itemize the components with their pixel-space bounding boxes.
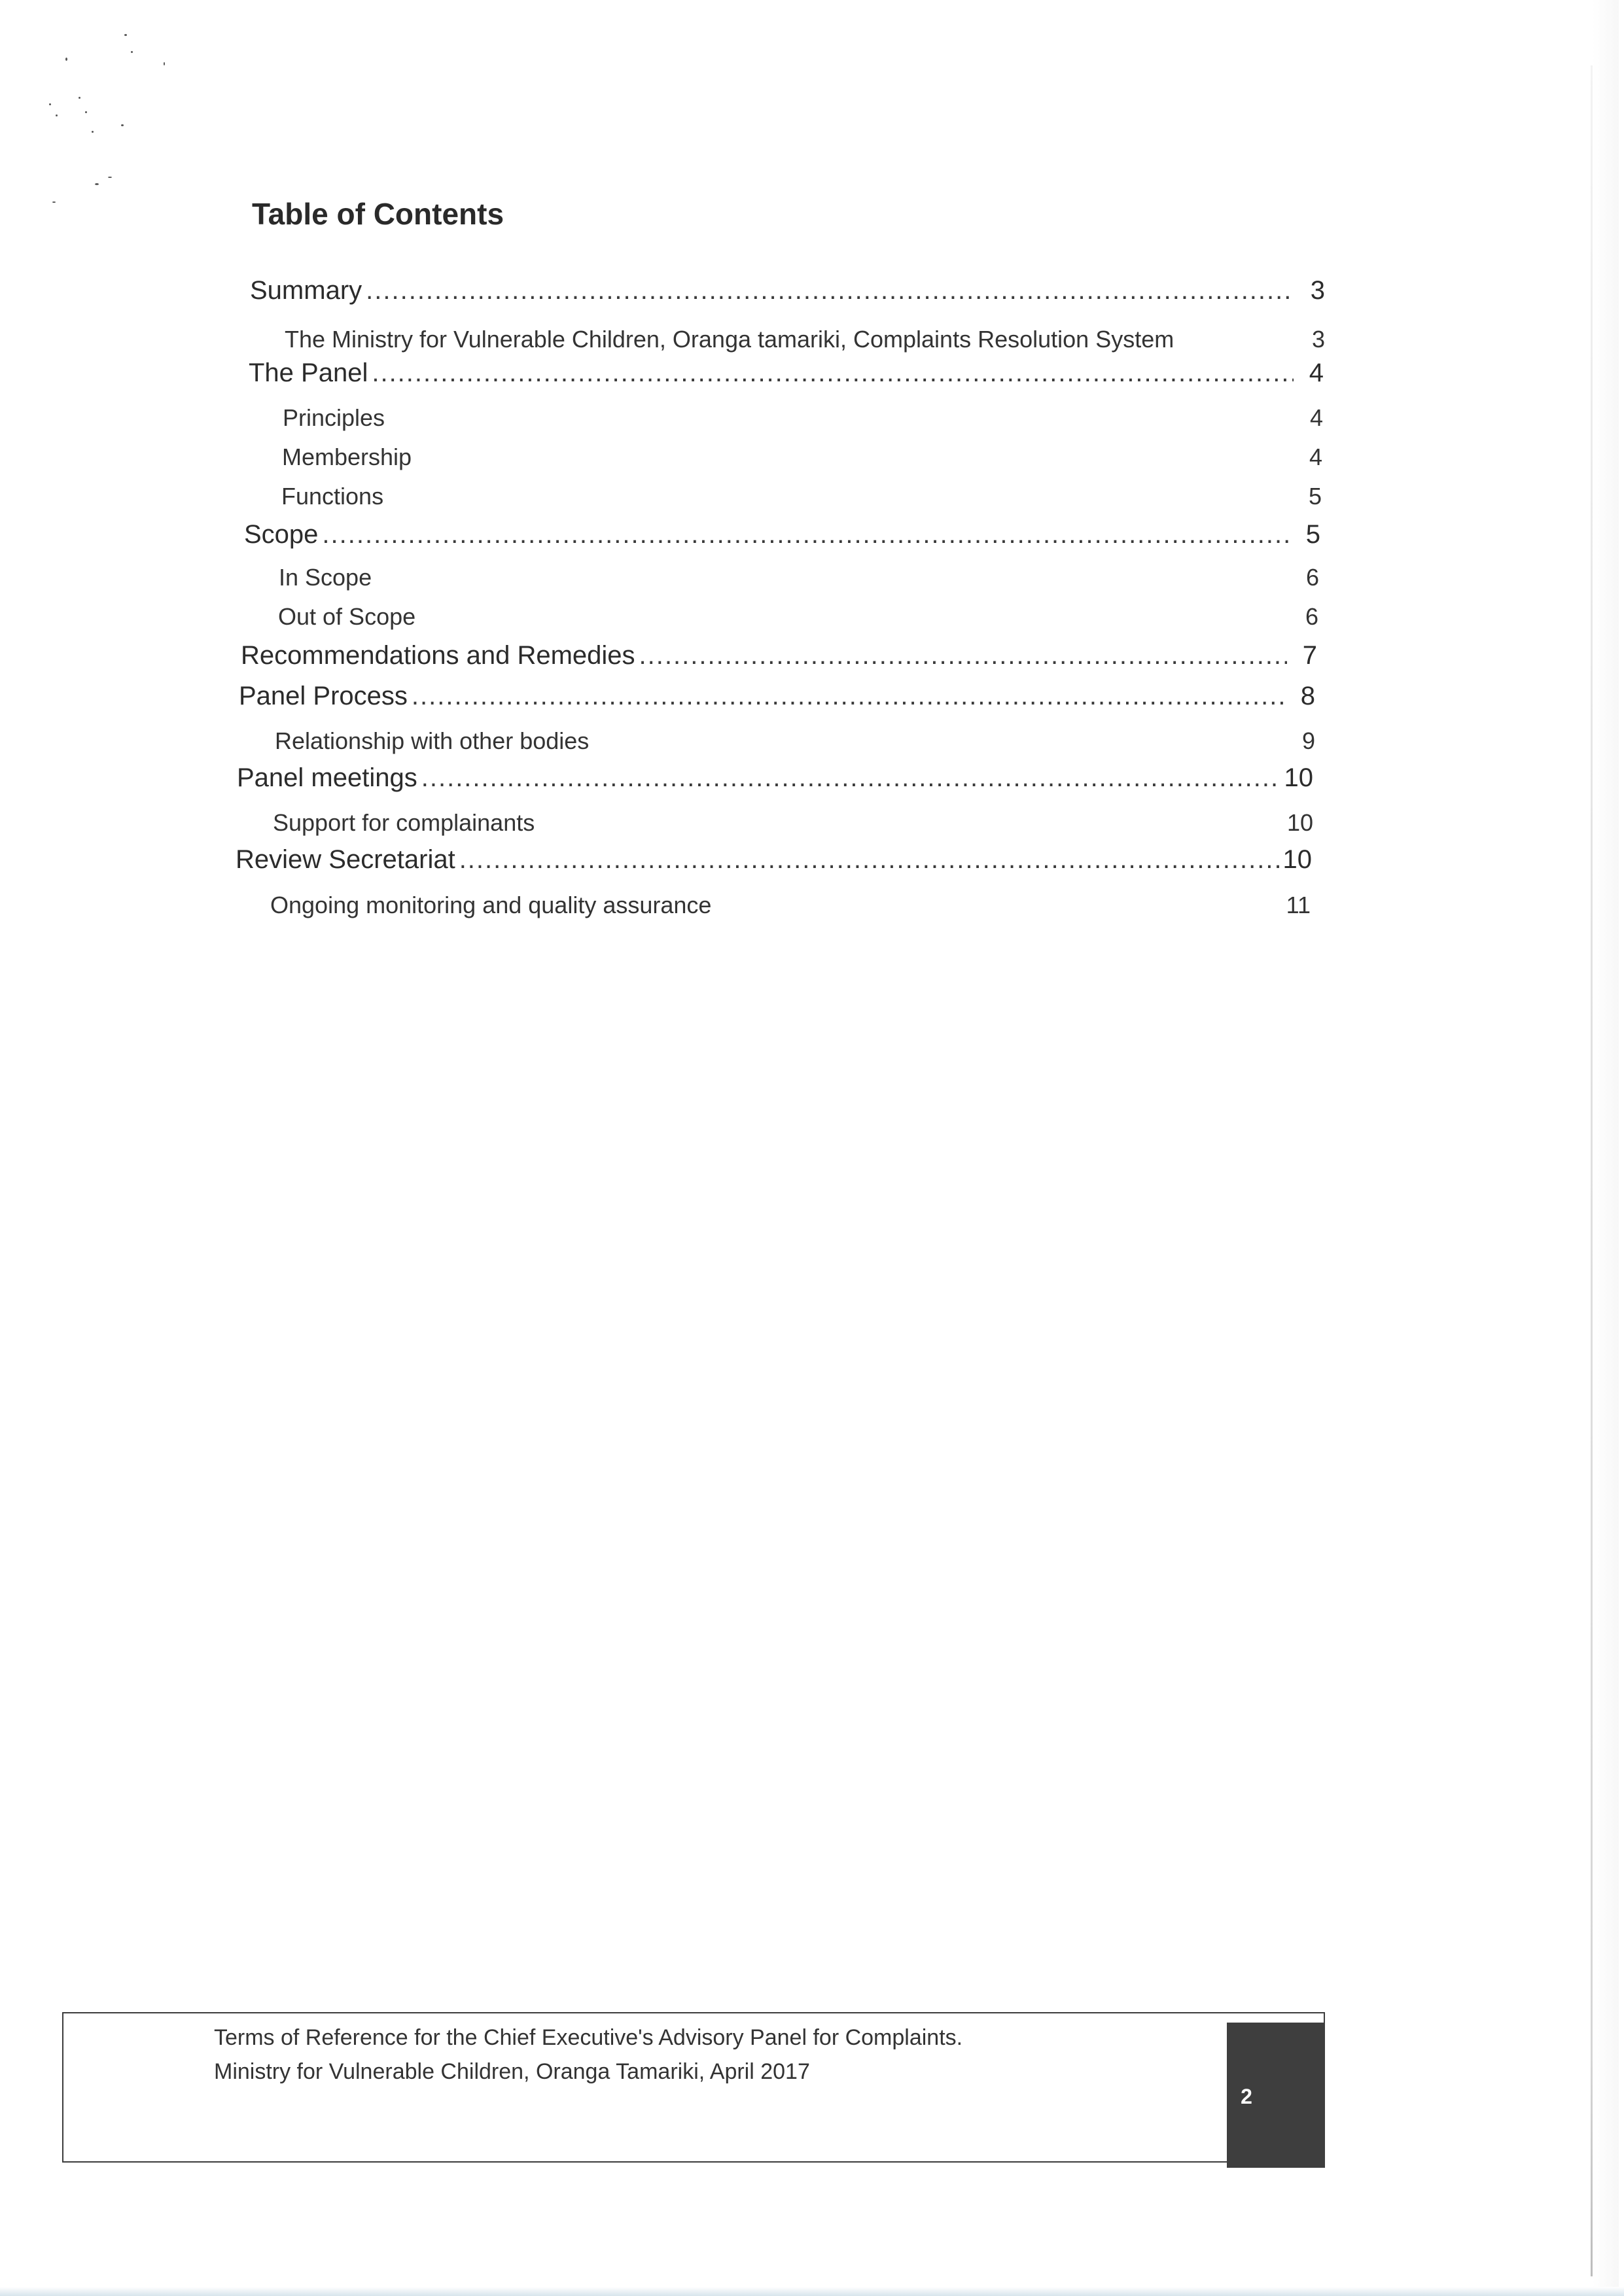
toc-entry-label: The Panel <box>249 358 368 387</box>
footer-page-badge <box>1227 2023 1325 2168</box>
toc-entry[interactable] <box>244 520 1320 549</box>
toc-entry[interactable] <box>279 564 1319 591</box>
toc-entry[interactable] <box>281 483 1322 510</box>
toc-entry-page: 4 <box>1309 444 1322 470</box>
toc-entry-page: 8 <box>1300 682 1315 710</box>
toc-title: Table of Contents <box>252 197 504 231</box>
toc-entry-page: 9 <box>1301 727 1315 754</box>
scan-specks <box>39 26 144 222</box>
toc-entry-label: Scope <box>244 520 319 549</box>
toc-entry[interactable] <box>237 763 1313 793</box>
toc-entry[interactable] <box>236 845 1312 875</box>
toc-entry-label: Panel Process <box>239 682 408 710</box>
toc-entry-page: 3 <box>1311 326 1325 353</box>
toc-entry[interactable] <box>273 809 1313 837</box>
dot-leader <box>366 278 1295 305</box>
toc-entry[interactable] <box>239 682 1315 711</box>
toc-entry-label: Ongoing monitoring and quality assurance <box>270 892 712 918</box>
toc-entry-page: 6 <box>1305 564 1319 591</box>
toc-entry-page: 7 <box>1302 641 1317 670</box>
toc-entry[interactable] <box>278 603 1318 631</box>
toc-entry-page: 11 <box>1286 892 1311 918</box>
bottom-edge <box>0 2287 1624 2296</box>
toc-entry-label: Review Secretariat <box>236 845 455 874</box>
page-footer <box>62 2012 1325 2163</box>
dot-leader <box>412 684 1285 711</box>
toc-entry-page: 4 <box>1309 404 1323 431</box>
toc-entry[interactable] <box>270 892 1311 919</box>
toc-entry-label: The Ministry for Vulnerable Children, Oranga tamariki, Complaints Resolution System <box>285 326 1174 353</box>
toc-entry-label: Summary <box>250 276 362 305</box>
toc-entry-label: Membership <box>282 444 412 470</box>
toc-entry-page: 6 <box>1305 603 1318 630</box>
dot-leader <box>372 360 1294 388</box>
toc-entry-label: Panel meetings <box>237 763 417 792</box>
dot-leader <box>322 522 1290 549</box>
toc-entry[interactable] <box>275 727 1315 755</box>
dot-leader <box>459 847 1279 875</box>
toc-entry[interactable] <box>250 276 1325 305</box>
toc-entry-page: 10 <box>1286 809 1313 836</box>
toc-entry-label: In Scope <box>279 564 372 591</box>
toc-entry[interactable] <box>282 444 1322 471</box>
toc-entry-page: 4 <box>1309 358 1324 387</box>
toc-entry-page: 5 <box>1305 520 1320 549</box>
toc-entry-page: 10 <box>1282 845 1312 874</box>
toc-entry-page: 5 <box>1308 483 1322 510</box>
toc-entry-page: 3 <box>1310 276 1325 305</box>
toc-entry[interactable] <box>285 326 1325 353</box>
toc-entry-label: Relationship with other bodies <box>275 727 590 754</box>
toc-entry-page: 10 <box>1284 763 1313 792</box>
footer-document-title: Terms of Reference for the Chief Executive's Advisory Panel for Complaints. <box>214 2025 963 2050</box>
toc-entry-label: Recommendations and Remedies <box>241 641 635 670</box>
dot-leader <box>639 643 1287 670</box>
toc-entry[interactable] <box>241 641 1317 670</box>
toc-entry-label: Out of Scope <box>278 603 416 630</box>
toc-entry-label: Support for complainants <box>273 809 535 836</box>
page-edge <box>1591 65 1593 2276</box>
toc-entry[interactable] <box>249 358 1324 388</box>
footer-organisation-date: Ministry for Vulnerable Children, Oranga Tamariki, April 2017 <box>214 2059 810 2084</box>
toc-entry[interactable] <box>283 404 1323 432</box>
page-number: 2 <box>1241 2085 1252 2108</box>
dot-leader <box>421 765 1280 793</box>
toc-entry-label: Principles <box>283 404 385 431</box>
toc-entry-label: Functions <box>281 483 384 510</box>
page-edge-shadow <box>1593 0 1619 2296</box>
